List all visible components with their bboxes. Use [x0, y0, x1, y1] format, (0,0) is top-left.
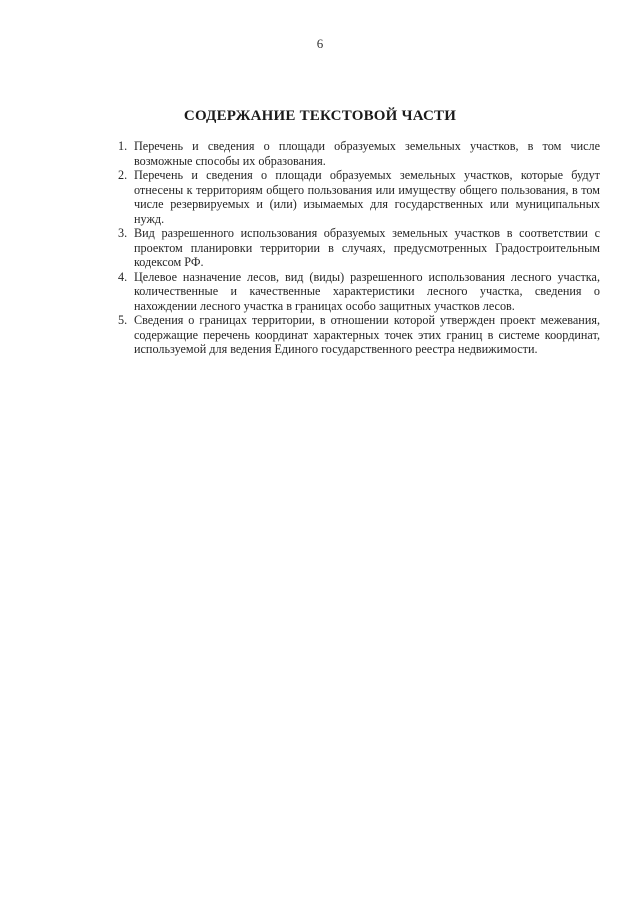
item-number: 2.	[118, 168, 128, 182]
item-text: Перечень и сведения о площади образуемых земельных участков, в том числе возможные способы их образования.	[134, 139, 600, 168]
page-number: 6	[316, 36, 324, 51]
item-number: 4.	[118, 269, 128, 284]
page-title: СОДЕРЖАНИЕ ТЕКСТОВОЙ ЧАСТИ	[183, 108, 457, 124]
list-item	[118, 270, 600, 314]
item-number: 3.	[118, 226, 128, 240]
list-item	[118, 168, 600, 226]
item-number: 1.	[118, 139, 128, 153]
item-text: Сведения о границах территории, в отношении которой утвержден проект межевания, содержащие перечень координат характерных точек этих границ в системе координат, используемой для ведения Единого государственного реестра недвижимости.	[134, 313, 600, 356]
list-item	[118, 139, 600, 168]
item-text: Перечень и сведения о площади образуемых земельных участков, которые будут отнесены к территориям общего пользования или имуществу общего пользования, в том числе резервируемых и (или) изымаемых для государственных или муниципальных нужд.	[134, 168, 600, 226]
item-number: 5.	[118, 313, 128, 327]
item-text: Вид разрешенного использования образуемых земельных участков в соответствии с проектом планировки территории в случаях, предусмотренных Градостроительным кодексом РФ.	[134, 226, 600, 269]
item-text: Целевое назначение лесов, вид (виды) разрешенного использования лесного участка, количественные и качественные характеристики лесного участка, сведения о нахождении лесного участка в границах особо защитных участков лесов.	[134, 269, 600, 313]
list-item	[118, 226, 600, 270]
contents-list	[118, 139, 600, 357]
list-item	[118, 313, 600, 357]
